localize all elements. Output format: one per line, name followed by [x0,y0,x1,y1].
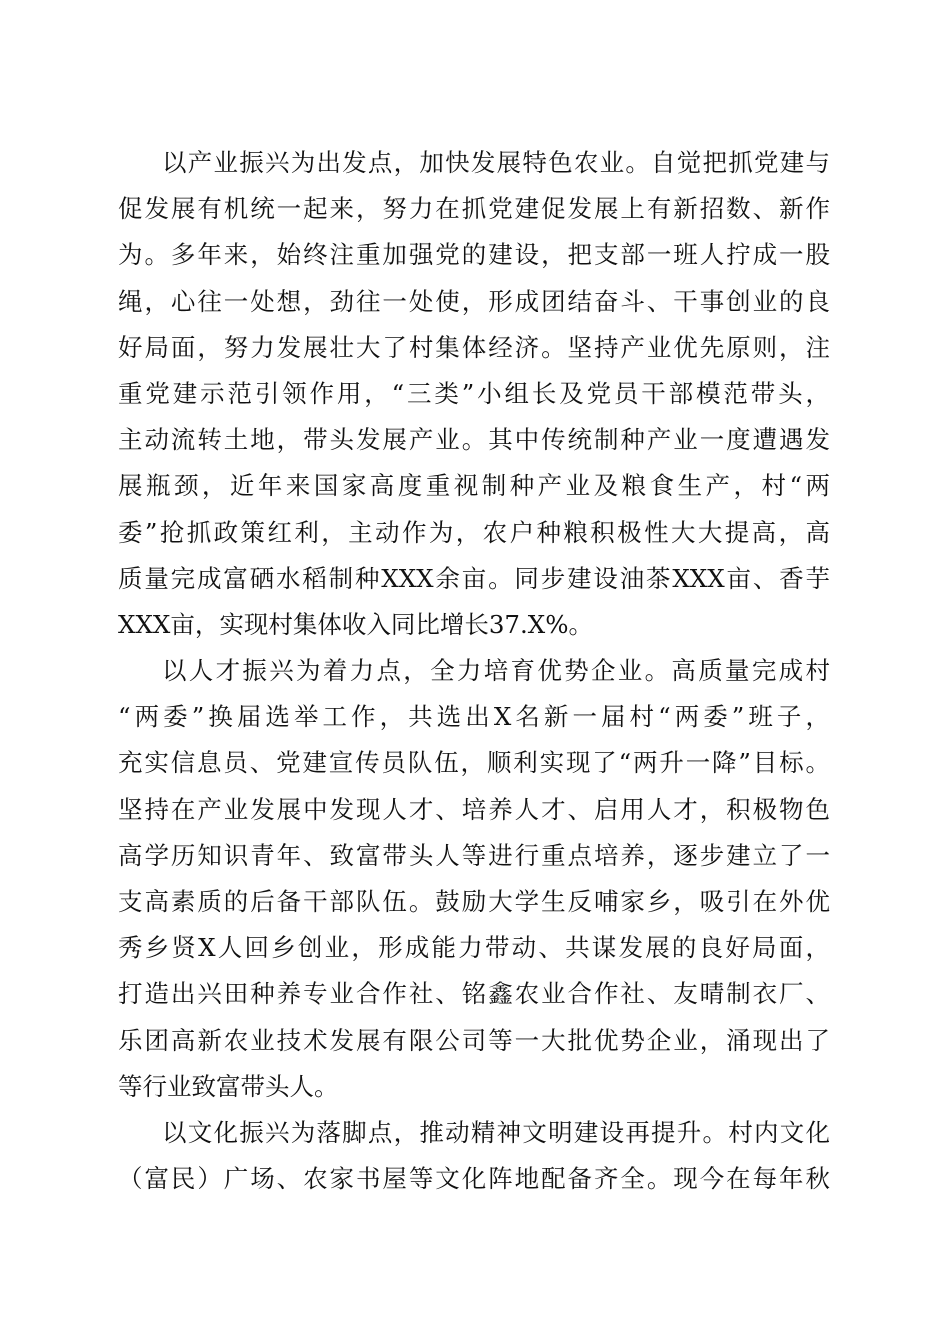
text-line: “两委”换届选举工作，共选出X名新一届村“两委”班子， [118,702,830,732]
text-line: 乐团高新农业技术发展有限公司等一大批优势企业，涌现出了 [118,1025,830,1055]
text-line: 重党建示范引领作用，“三类”小组长及党员干部模范带头， [118,378,830,408]
text-line: 高学历知识青年、致富带头人等进行重点培养，逐步建立了一 [118,840,830,870]
text-line: 为。多年来，始终注重加强党的建设，把支部一班人拧成一股 [118,240,830,270]
text-line: 促发展有机统一起来，努力在抓党建促发展上有新招数、新作 [118,194,830,224]
paragraph-talent-revitalization [118,648,830,1110]
text-line: 支高素质的后备干部队伍。鼓励大学生反哺家乡，吸引在外优 [118,887,830,916]
paragraph-industry-revitalization [118,140,830,648]
text-line: 绳，心往一处想，劲往一处使，形成团结奋斗、干事创业的良 [118,286,830,316]
document-body [118,140,830,1202]
text-line: 好局面，努力发展壮大了村集体经济。坚持产业优先原则，注 [118,332,830,362]
text-line: 坚持在产业发展中发现人才、培养人才、启用人才，积极物色 [118,794,830,824]
text-line: XXX亩，实现村集体收入同比增长37.X%。 [118,609,594,639]
text-line: 质量完成富硒水稻制种XXX余亩。同步建设油茶XXX亩、香芋 [118,563,830,593]
text-line: 秀乡贤X人回乡创业，形成能力带动、共谋发展的良好局面， [118,933,830,963]
text-line: 等行业致富带头人。 [118,1071,339,1101]
text-line: 以产业振兴为出发点，加快发展特色农业。自觉把抓党建与 [162,148,830,177]
text-line: 展瓶颈，近年来国家高度重视制种产业及粮食生产，村“两 [118,471,830,501]
text-line: 委”抢抓政策红利，主动作为，农户种粮积极性大大提高，高 [118,517,830,547]
text-line: 充实信息员、党建宣传员队伍，顺利实现了“两升一降”目标。 [118,748,830,778]
text-line: 以文化振兴为落脚点，推动精神文明建设再提升。村内文化 [162,1117,830,1147]
text-line: 打造出兴田种养专业合作社、铭鑫农业合作社、友晴制衣厂、 [118,979,830,1009]
paragraph-culture-revitalization [118,1110,830,1202]
text-line: （富民）广场、农家书屋等文化阵地配备齐全。现今在每年秋 [118,1164,830,1194]
text-line: 以人才振兴为着力点，全力培育优势企业。高质量完成村 [162,656,830,686]
text-line: 主动流转土地，带头发展产业。其中传统制种产业一度遭遇发 [118,425,830,455]
